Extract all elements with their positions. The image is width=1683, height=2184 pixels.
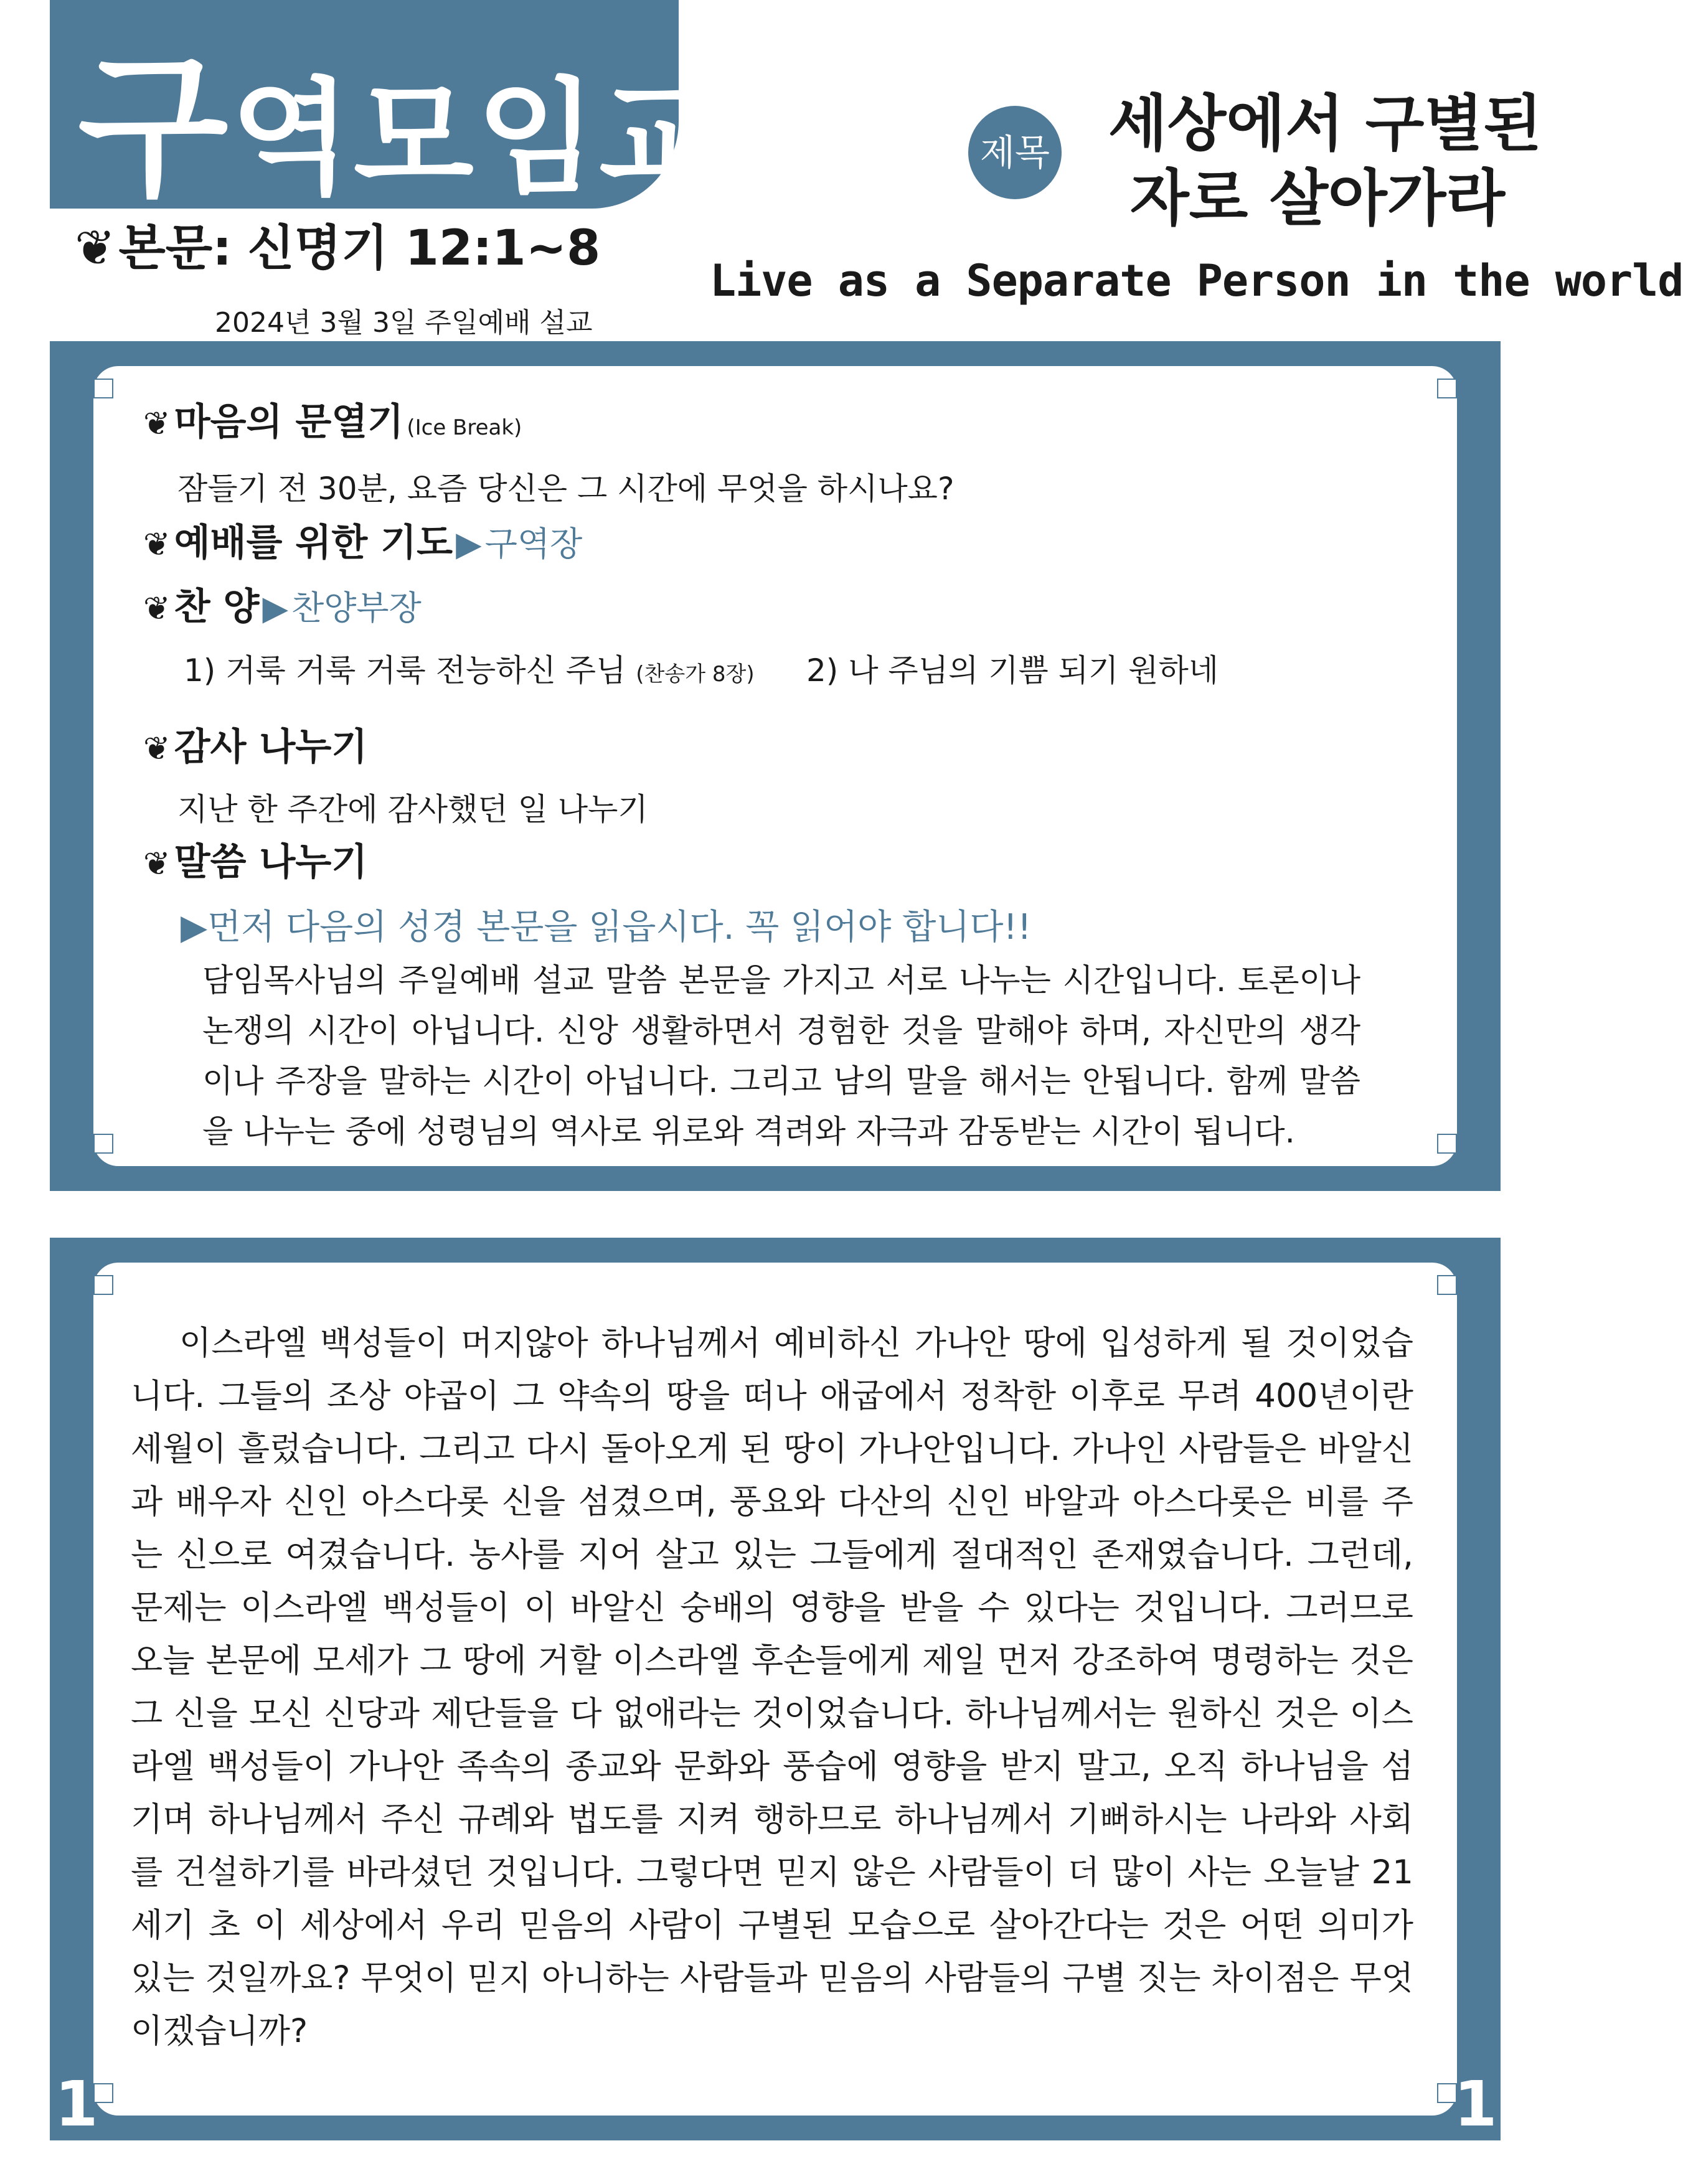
corner-ornament — [93, 379, 113, 398]
sermon-title-line2: 자로 살아가라 — [1130, 163, 1506, 234]
thanks-text: 지난 한 주간에 감사했던 일 나누기 — [177, 791, 648, 827]
praise-leader: 찬양부장 — [291, 588, 422, 628]
icebreak-heading — [143, 400, 522, 444]
passage-paragraph — [131, 1317, 1413, 2058]
praise-song-2: 2) 나 주님의 기쁨 되기 원하네 — [806, 652, 1219, 689]
booklet-title — [78, 37, 845, 218]
page-number-left: 1 — [55, 2068, 98, 2140]
title-badge: 제목 — [968, 106, 1062, 199]
passage-text: 이스라엘 백성들이 머지않아 하나님께서 예비하신 가나안 땅에 입성하게 될 것이었습니다. 그들의 조상 야곱이 그 약속의 땅을 떠나 애굽에서 정착한 이후로 무려 400년이란 세월이 흘렀습니다. 그리고 다시 돌아오게 된 땅이 가나안입니다. 가나인 사람들은 바알신과 배우자 신인 아스다롯 신을 섬겼으며, 풍요와 다산의 신인 바알과 아스다롯은 비를 주는 신으로 여겼습니다. 농사를 지어 살고 있는 그들에게 절대적인 존재였습니다. 그런데, 문제는 이스라엘 백성들이 이 바알신 숭배의 영향을 받을 수 있다는 것입니다. 그러므로 오늘 본문에 모세가 그 땅에 거할 이스라엘 후손들에게 제일 먼저 강조하여 명령하는 것은 그 신을 모신 신당과 제단들을 다 없애라는 것이었습니다. 하나님께서는 원하신 것은 이스라엘 백성들이 가나안 족속의 종교와 문화와 풍습에 영향을 받지 말고, 오직 하나님을 섬기며 하나님께서 주신 규례와 법도를 지켜 행하므로 하나님께서 기뻐하시는 나라와 사회를 건설하기를 바라셨던 것입니다. 그렇다면 믿지 않은 사람들이 더 많이 사는 오늘날 21세기 초 이 세상에서 우리 믿음의 사람이 구별된 모습으로 살아간다는 것은 어떤 의미가 있는 것일까요? 무엇이 믿지 아니하는 사람들과 믿음의 사람들의 구별 짓는 차이점은 무엇이겠습니까? — [131, 1324, 1413, 2050]
praise-song-1 — [184, 652, 755, 689]
scripture-label: 본문: — [118, 220, 232, 276]
sermon-date: 2024년 3월 3일 주일예배 설교 — [215, 307, 593, 339]
arrow-icon: ▶ — [262, 588, 289, 628]
corner-ornament — [93, 1134, 113, 1154]
sermon-title-line1: 세상에서 구별된 — [1108, 88, 1542, 159]
word-instruction: ▶먼저 다음의 성경 본문을 읽읍시다. 꼭 읽어야 합니다!! — [181, 907, 1032, 948]
thanks-heading — [143, 725, 368, 769]
prayer-leader: 구역장 — [484, 524, 583, 563]
scripture-reference — [75, 220, 601, 276]
praise-song-1-title: 1) 거룩 거룩 거룩 전능하신 주님 — [184, 652, 626, 689]
prayer-heading — [143, 521, 583, 565]
word-heading — [143, 840, 368, 884]
icebreak-question: 잠들기 전 30분, 요즘 당신은 그 시간에 무엇을 하시나요? — [177, 471, 955, 507]
arrow-icon: ▶ — [456, 524, 482, 563]
leaf-bullet-icon: ❦ — [143, 845, 171, 883]
thanks-title: 감사 나누기 — [174, 725, 368, 769]
sermon-title-english: Live as a Separate Person in the world — [710, 255, 1683, 306]
leaf-bullet-icon: ❦ — [143, 730, 171, 768]
prayer-title: 예배를 위한 기도 — [174, 521, 453, 565]
leaf-bullet-icon: ❦ — [75, 220, 116, 276]
booklet-title-rest: 역모임교재 — [230, 66, 845, 211]
icebreak-title: 마음의 문열기 — [174, 400, 404, 444]
praise-title: 찬 양 — [174, 585, 260, 629]
corner-ornament — [1437, 1134, 1457, 1154]
leaf-bullet-icon: ❦ — [143, 590, 171, 628]
praise-song-1-note: (찬송가 8장) — [636, 662, 755, 687]
corner-ornament — [1437, 1275, 1457, 1295]
leaf-bullet-icon: ❦ — [143, 526, 171, 563]
word-title: 말씀 나누기 — [174, 840, 368, 884]
word-guide: 담임목사님의 주일예배 설교 말씀 본문을 가지고 서로 나누는 시간입니다. 토론이나 논쟁의 시간이 아닙니다. 신앙 생활하면서 경험한 것을 말해야 하며, 자신만의 생각이나 주장을 말하는 시간이 아닙니다. 그리고 남의 말을 해서는 안됩니다. 함께 말씀을 나누는 중에 성령님의 역사로 위로와 격려와 자극과 감동받는 시간이 됩니다. — [202, 963, 1360, 1151]
booklet-title-big: 구 — [78, 37, 231, 218]
corner-ornament — [93, 1275, 113, 1295]
page-number-right: 1 — [1454, 2068, 1497, 2140]
scripture-ref: 신명기 12:1~8 — [247, 220, 601, 276]
praise-heading — [143, 585, 422, 629]
icebreak-subtitle: (Ice Break) — [407, 415, 522, 440]
leaf-bullet-icon: ❦ — [143, 405, 171, 443]
corner-ornament — [1437, 379, 1457, 398]
